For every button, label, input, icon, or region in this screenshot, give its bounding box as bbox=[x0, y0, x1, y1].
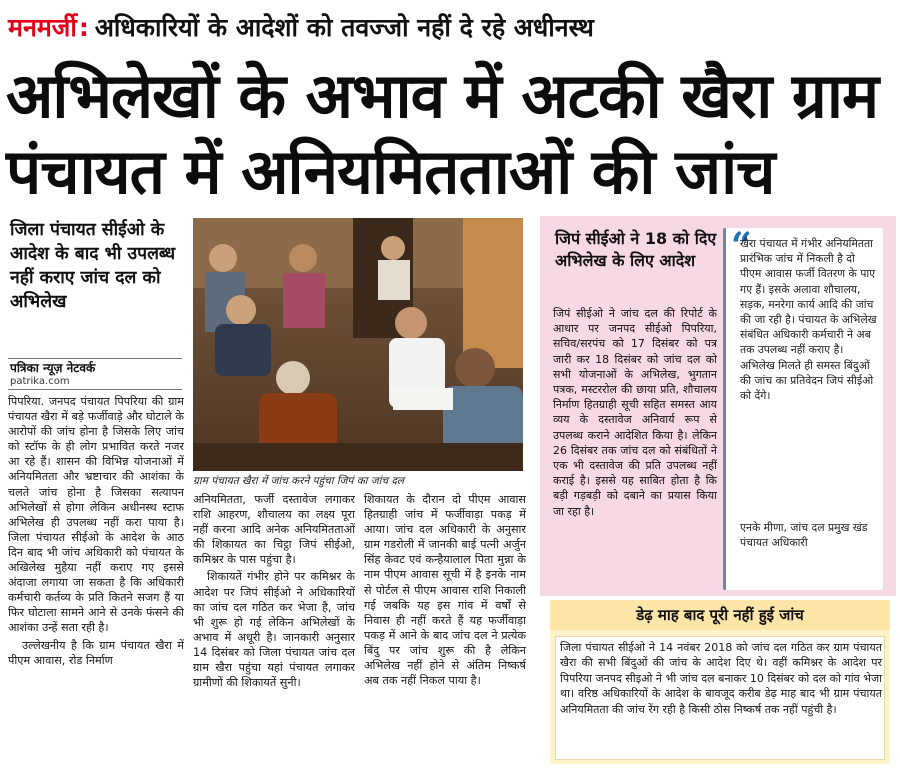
headline bbox=[6, 58, 894, 210]
article-paragraph: अनियमितता, फर्जी दस्तावेज लगाकर राशि आहरण, शौचालय का लक्ष्य पूरा नहीं करना आदि अनेक अनियमितताओं की शिकायत का चिट्ठा जिपं सीईओ, कमिश्नर के पास पहुंचा है। bbox=[193, 493, 355, 567]
article-paragraph: उल्लेखनीय है कि ग्राम पंचायत खैरा में पीएम आवास, रोड निर्माण bbox=[8, 638, 184, 667]
article-column-2 bbox=[193, 492, 355, 764]
kicker-separator: : bbox=[78, 13, 89, 42]
news-photo-illustration bbox=[193, 218, 523, 471]
kicker-tag: मनमर्जी bbox=[8, 13, 77, 42]
article-paragraph: शिकायत के दौरान दो पीएम आवास हितग्राही जांच में फर्जीवाड़ा पकड़ में आया। जांच दल अधिकारी के अनुसार ग्राम गडरोली में जानकी बाई पत्नी अर्जुन सिंह केवट एवं कन्हैयालाल पिता मुन्ना के नाम पीएम आवास सूची में है इनके नाम से पोर्टल से पीएम आवास राशि निकाली गई जबकि यह इस गांव में वर्षों से निवास ही नहीं करते हैं यह फर्जीवाड़ा पकड़ में आने के बाद जांच दल ने प्रत्येक बिंदु पर जांच शुरू की है लेकिन अभिलेख नहीं होने से अंतिम निष्कर्ष अब तक नहीं निकल पाया है। bbox=[364, 493, 526, 688]
quote-mark-icon: “ bbox=[731, 225, 752, 267]
sidebar-title: जिपं सीईओ ने 18 को दिए अभिलेख के लिए आदेश bbox=[555, 229, 717, 270]
photo-caption: ग्राम पंचायत खैरा में जांच करने पहुंचा जिपं का जांच दल bbox=[193, 475, 405, 487]
headline-line-2: पंचायत में अनियमितताओं की जांच bbox=[6, 135, 775, 208]
article-column-1 bbox=[8, 394, 184, 764]
byline-name: पत्रिका न्यूज़ नेटवर्क bbox=[10, 361, 96, 375]
byline-site: patrika.com bbox=[10, 376, 70, 387]
quote-attribution: एनके मीणा, जांच दल प्रमुख खंड पंचायत अधिकारी bbox=[740, 521, 868, 550]
bottom-box-text: जिला पंचायत सीईओ ने 14 नवंबर 2018 को जांच दल गठित कर ग्राम पंचायत खैरा की सभी बिंदुओं की जांच के आदेश दिए थे। वहीं कमिश्नर के आदेश पर पिपरिया जनपद सीइओ ने भी जांच दल बनाकर 10 दिसंबर को दल को गांव भेजा था। वरिष्ठ अधिकारियों के आदेश के बावजूद करीब डेढ़ माह बाद भी ग्राम पंचायत अनियमितता की जांच रेंग रही है किसी ठोस निष्कर्ष तक नहीं पहुंची है। bbox=[560, 641, 882, 716]
bottom-box-title: डेढ़ माह बाद पूरी नहीं हुई जांच bbox=[550, 600, 890, 630]
subheadline: जिला पंचायत सीईओ के आदेश के बाद भी उपलब्ध नहीं कराए जांच दल को अभिलेख bbox=[10, 220, 176, 312]
article-paragraph: पिपरिया. जनपद पंचायत पिपरिया की ग्राम पंचायत खैरा में बड़े फर्जीवाड़े और घोटाले के आरोपों की जांच होना है जिसके लिए जांच को स्टॉफ के ही लोग प्रभावित करते नजर आ रहे हैं। शासन की विभिन्न योजनाओं में अनियमितता और भ्रष्टाचार की आशंका के चलते जांच होना है जिसका सत्यापन अभिलेखों से होगा लेकिन अधीनस्थ स्टाफ अभिलेख ही उपलब्ध नहीं करा पाया है। जिला पंचायत सीईओ के आदेश के आठ दिन बाद भी जांच अधिकारी को पंचायत के अखिलेख मुहैया नहीं कराए गए इससे अंदाजा लगाया जा सकता है कि अधिकारी कर्मचारी कर्तव्य के प्रति कितने सजग हैं या फिर घोटाला सामने आने से उनके फंसने की आशंका उन्हें सता रही है। bbox=[8, 395, 184, 635]
news-photo bbox=[193, 218, 523, 471]
headline-line-1: अभिलेखों के अभाव में अटकी खैरा ग्राम bbox=[6, 59, 879, 132]
kicker-text: अधिकारियों के आदेशों को तवज्जो नहीं दे रहे अधीनस्थ bbox=[94, 13, 594, 42]
article-column-3 bbox=[364, 492, 526, 764]
sidebar-text: जिपं सीईओ ने जांच दल की रिपोर्ट के आधार पर जनपद सीईओ पिपरिया, सचिव/सरपंच को 17 दिसंबर को पत्र जारी कर 18 दिसंबर को जांच दल को सभी योजनाओं के अभिलेख, भुगतान पत्रक, मस्टररोल की छाया प्रति, शौचालय निर्माण हितग्राही सूची सहित समस्त आय व्यय के दस्तावेज अनिवार्य रूप से उपलब्ध कराने आदेशित किया है। लेकिन 26 दिसंबर तक जांच दल को संबंधितों ने एक भी दस्तावेज की प्रति उपलब्ध नहीं कराई है। इससे यह साबित होता है कि बड़ी गड़बड़ी को दबाने का प्रयास किया जा रहा है। bbox=[553, 307, 717, 518]
kicker bbox=[8, 6, 892, 50]
quote-text: खैरा पंचायत में गंभीर अनियमितता प्रारंभिक जांच में निकली है दो पीएम आवास फर्जी वितरण के पाए गए हैं। इसके अलावा शौचालय, सड़क, मनरेगा कार्य आदि की जांच की जा रही है। पंचायत के अभिलेख संबंधित अधिकारी कर्मचारी ने अब तक उपलब्ध नहीं कराए है। अभिलेख मिलते ही समस्त बिंदुओं की जांच का प्रतिवेदन जिपं सीईओ को देंगे। bbox=[740, 237, 877, 403]
article-paragraph: शिकायतें गंभीर होने पर कमिश्नर के आदेश पर जिपं सीईओ ने अधिकारियों का जांच दल गठित कर भेजा है, जांच भी शुरू हो गई लेकिन अभिलेखों के अभाव में अधूरी है। जानकारी अनुसार 14 दिसंबर को जिला पंचायत जांच दल ग्राम खैरा पहुंचा यहां पंचायत लगाकर ग्रामीणों की शिकायतें सुनी। bbox=[193, 570, 355, 690]
byline bbox=[8, 358, 182, 390]
